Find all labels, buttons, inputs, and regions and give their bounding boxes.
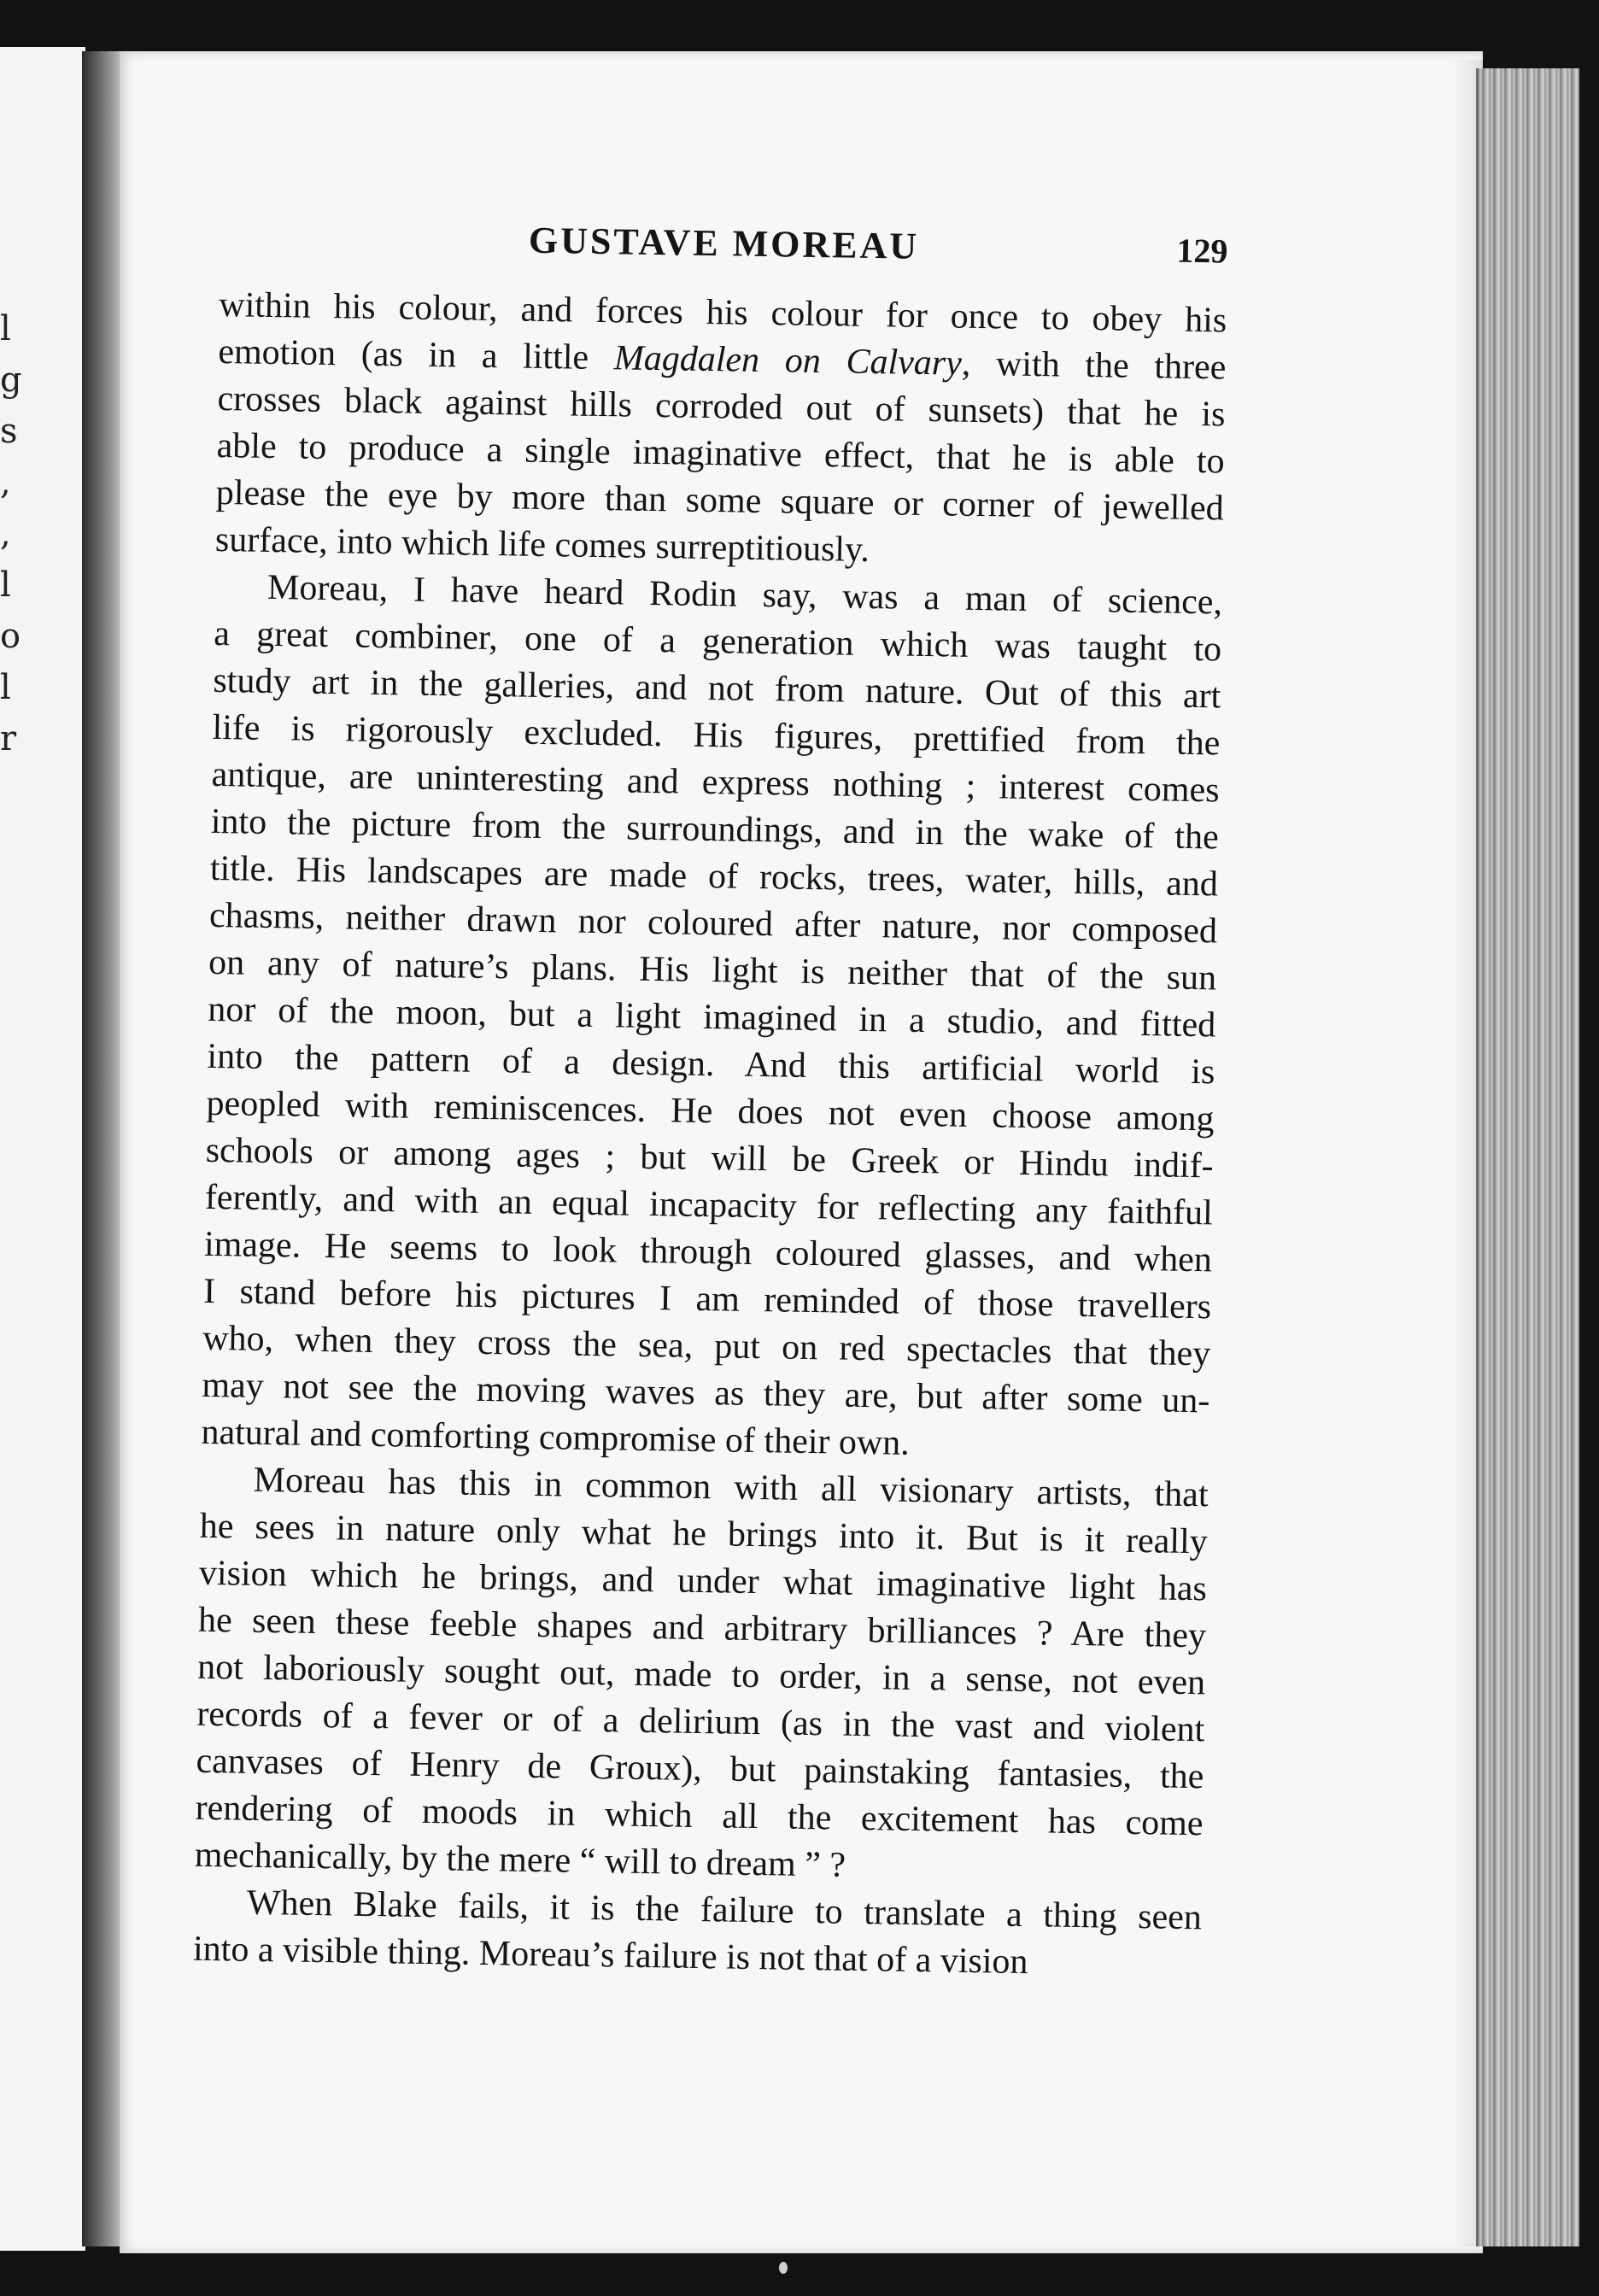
text-line: please the eye by more than some square or corner of jewelled: [215, 472, 1225, 529]
paragraph: [193, 1879, 1203, 1989]
text-line: When Blake fails, it is the failure to translate a thing seen: [246, 1883, 1203, 1938]
text-line: peopled with reminiscences. He does not even choose among: [206, 1083, 1215, 1139]
text-line: emotion (as in a little Magdalen on Calvary, with the three: [218, 331, 1227, 388]
book-fore-edge: [1476, 68, 1579, 2246]
text-line: mechanically, by the mere “ will to dream ” ?: [194, 1835, 846, 1885]
text-line: who, when they cross the sea, put on red spectacles that they: [202, 1318, 1211, 1374]
scan-artifact-dot: [779, 2262, 788, 2274]
text-line: study art in the galleries, and not from nature. Out of this art: [213, 660, 1221, 717]
facing-page-fragment: g: [0, 360, 22, 400]
text-line: schools or among ages ; but will be Greek or Hindu indif-: [205, 1130, 1214, 1186]
text-line: nor of the moon, but a light imagined in a studio, and fitted: [207, 989, 1216, 1046]
text-line: surface, into which life comes surreptitiously.: [214, 519, 870, 570]
facing-page-edge: [0, 47, 85, 2251]
text-line: within his colour, and forces his colour for once to obey his: [218, 284, 1227, 341]
facing-page-fragment: [0, 764, 12, 816]
facing-page-fragment: l: [0, 565, 11, 605]
text-line: records of a fever or of a delirium (as in the vast and violent: [196, 1694, 1205, 1750]
paragraph: [201, 564, 1222, 1472]
text-line: antique, are uninteresting and express nothing ; interest comes: [211, 754, 1220, 811]
text-line: ferently, and with an equal incapacity for reflecting any faithful: [204, 1177, 1214, 1233]
paragraph: [215, 282, 1227, 579]
running-title: GUSTAVE MOREAU: [528, 219, 920, 267]
text-line: title. His landscapes are made of rocks, trees, water, hills, and: [209, 848, 1219, 905]
text-line: Moreau has this in common with all visionary artists, that: [253, 1460, 1209, 1515]
text-line: into the picture from the surroundings, and in the wake of the: [210, 801, 1220, 858]
text-line: Moreau, I have heard Rodin say, was a man of science,: [266, 567, 1223, 623]
text-line: into a visible thing. Moreau’s failure is not that of a vision: [192, 1929, 1028, 1983]
text-line: rendering of moods in which all the excitement has come: [195, 1788, 1204, 1844]
facing-page-fragment: s: [0, 412, 18, 451]
italic-title: Magdalen on Calvary: [613, 338, 963, 384]
body-text: [193, 282, 1227, 1988]
text-line: a great combiner, one of a generation which was taught to: [213, 613, 1222, 670]
text-line: he seen these feeble shapes and arbitrary brilliances ? Are they: [197, 1600, 1207, 1656]
facing-page-fragment: l: [0, 309, 11, 348]
text-line: into the pattern of a design. And this artificial world is: [207, 1036, 1215, 1092]
page-number: 129: [1176, 231, 1228, 271]
facing-page-fragment: ,: [0, 463, 11, 502]
facing-page-fragment: ,: [0, 514, 11, 554]
facing-page-fragment: r: [0, 719, 17, 758]
text-line: able to produce a single imaginative effect, that he is able to: [216, 425, 1225, 482]
facing-page-fragment: o: [0, 617, 21, 656]
paragraph: [194, 1456, 1209, 1895]
text-line: vision which he brings, and under what imaginative light has: [198, 1553, 1208, 1609]
text-line: he sees in nature only what he brings into it. But is it really: [199, 1506, 1209, 1562]
text-line: canvases of Henry de Groux), but painstaking fantasies, the: [196, 1741, 1204, 1797]
text-line: I stand before his pictures I am reminded of those travellers: [202, 1271, 1212, 1327]
text-line: image. He seems to look through coloured glasses, and when: [203, 1224, 1213, 1280]
text-line: not laboriously sought out, made to order, in a sense, not even: [196, 1647, 1206, 1703]
facing-page-text-fragments: [0, 303, 22, 816]
facing-page-fragment: l: [0, 668, 11, 707]
text-line: natural and comforting compromise of their own.: [201, 1412, 911, 1463]
book-gutter: [82, 51, 120, 2246]
text-line: chasms, neither drawn nor coloured after nature, nor composed: [208, 895, 1218, 952]
text-line: may not see the moving waves as they are, but after some un-: [202, 1365, 1210, 1421]
text-line: on any of nature’s plans. His light is neither that of the sun: [208, 942, 1217, 999]
text-line: crosses black against hills corroded out of sunsets) that he is: [217, 378, 1226, 435]
page-text-block: [193, 214, 1228, 1988]
text-line: life is rigorously excluded. His figures, prettified from the: [212, 707, 1221, 764]
